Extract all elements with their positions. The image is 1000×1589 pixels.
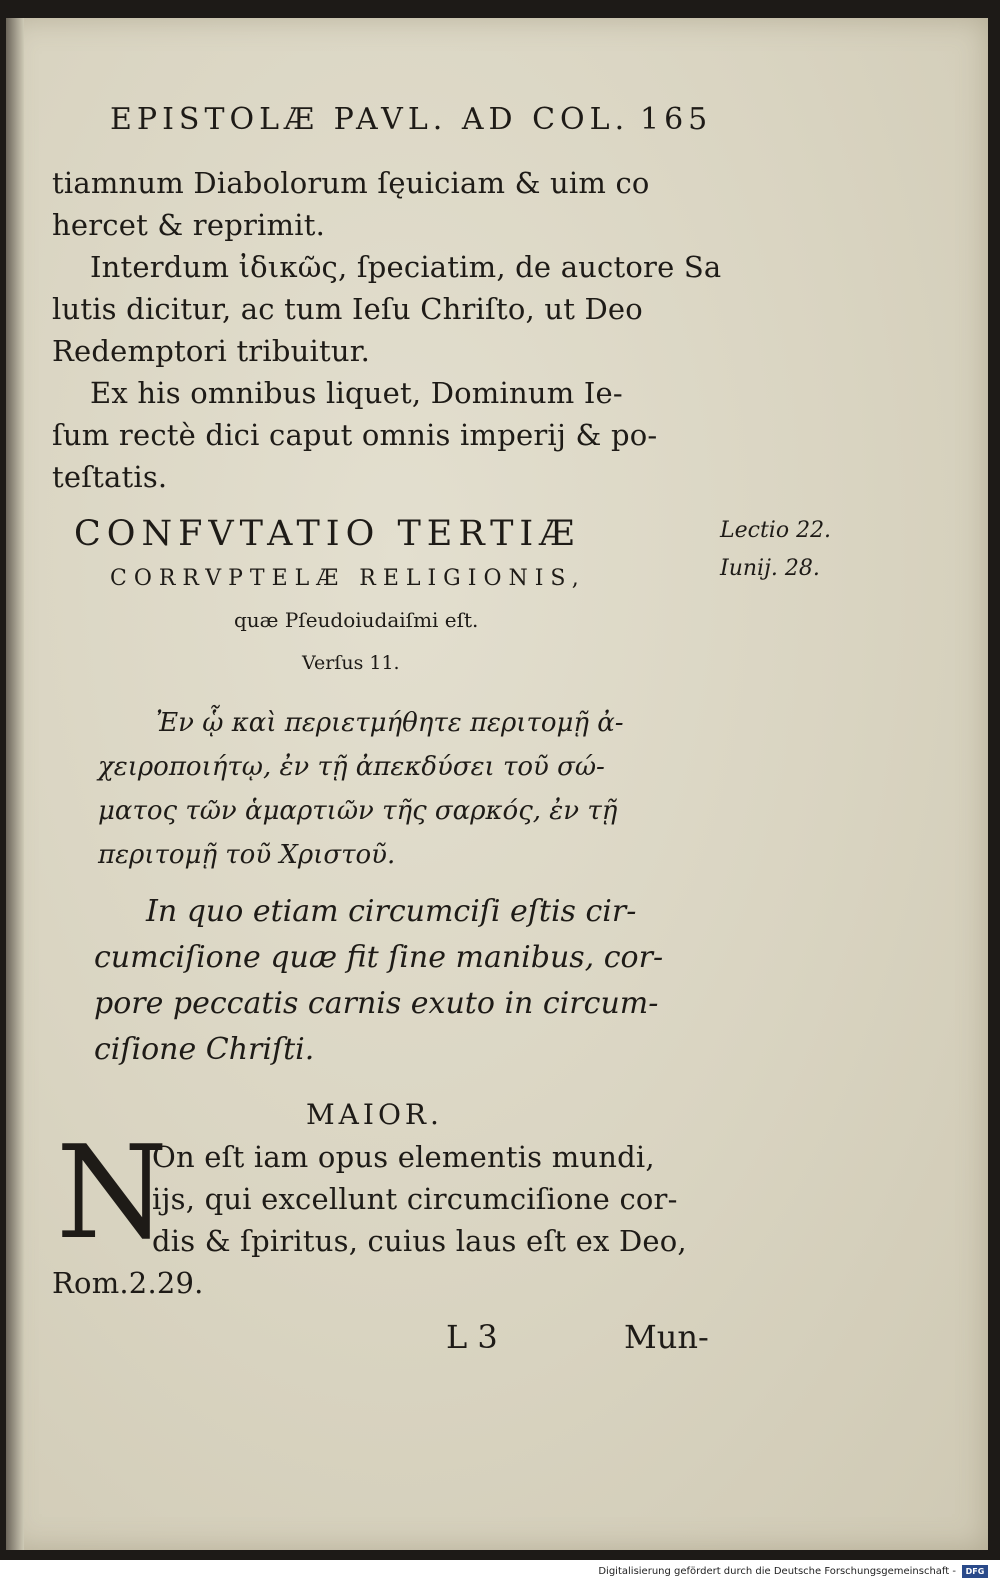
body-line: ijs, qui excellunt circumciſione cor- (152, 1182, 678, 1216)
catchword: Mun- (624, 1318, 709, 1356)
digitization-credit: Digitalisierung gefördert durch die Deutsche Forschungsgemeinschaft - (598, 1566, 956, 1577)
margin-note-date: Iunij. 28. (720, 556, 820, 581)
body-line: Redemptori tribuitur. (52, 334, 370, 368)
latin-verse-line: ciſione Chriſti. (94, 1032, 315, 1067)
section-heading: CONFVTATIO TERTIÆ (74, 514, 581, 554)
dfg-logo: DFG (962, 1565, 988, 1578)
greek-verse-line: Ἐν ᾧ καὶ περιετμήθητε περιτομῇ ἀ- (156, 708, 624, 738)
running-head (110, 102, 713, 137)
margin-note-lectio: Lectio 22. (720, 518, 832, 543)
signature-mark: L 3 (446, 1318, 498, 1356)
body-line: ſum rectè dici caput omnis imperij & po- (52, 418, 658, 452)
body-line: On eſt iam opus elementis mundi, (152, 1140, 655, 1174)
latin-verse-line: pore peccatis carnis exuto in circum- (94, 986, 659, 1021)
body-line: lutis dicitur, ac tum Ieſu Chriſto, ut Deo (52, 292, 643, 326)
latin-verse-line: cumciſione quæ fit ſine manibus, cor- (94, 940, 664, 975)
verse-label: Verſus 11. (302, 652, 400, 674)
greek-verse-line: περιτομῇ τοῦ Χριστοῦ. (98, 840, 396, 870)
body-line: tiamnum Diabolorum ſęuiciam & uim co (52, 166, 650, 200)
greek-verse-line: ματος τῶν ἁμαρτιῶν τῆς σαρκός, ἐν τῇ (98, 796, 618, 826)
body-line: Interdum ἰδικῶς, ſpeciatim, de auctore Sa (90, 250, 722, 284)
latin-verse-line: In quo etiam circumciſi eſtis cir- (146, 894, 637, 929)
greek-verse-line: χειροποιήτῳ, ἐν τῇ ἀπεκδύσει τοῦ σώ- (98, 752, 605, 782)
body-line: dis & ſpiritus, cuius laus eſt ex Deo, (152, 1224, 687, 1258)
section-subheading: CORRVPTELÆ RELIGIONIS, (110, 566, 586, 591)
book-page (6, 18, 988, 1550)
folio-number: 165 (640, 102, 713, 137)
body-line: Rom.2.29. (52, 1266, 204, 1300)
section-subtitle: quæ Pſeudoiudaiſmi eſt. (234, 608, 479, 632)
body-line: teſtatis. (52, 460, 168, 494)
body-line: Ex his omnibus liquet, Dominum Ie- (90, 376, 623, 410)
body-line: hercet & reprimit. (52, 208, 325, 242)
drop-capital: N (56, 1119, 168, 1268)
page-gutter (6, 18, 24, 1550)
running-head-title: EPISTOLÆ PAVL. AD COL. (110, 102, 630, 137)
maior-heading: MAIOR. (306, 1098, 443, 1131)
